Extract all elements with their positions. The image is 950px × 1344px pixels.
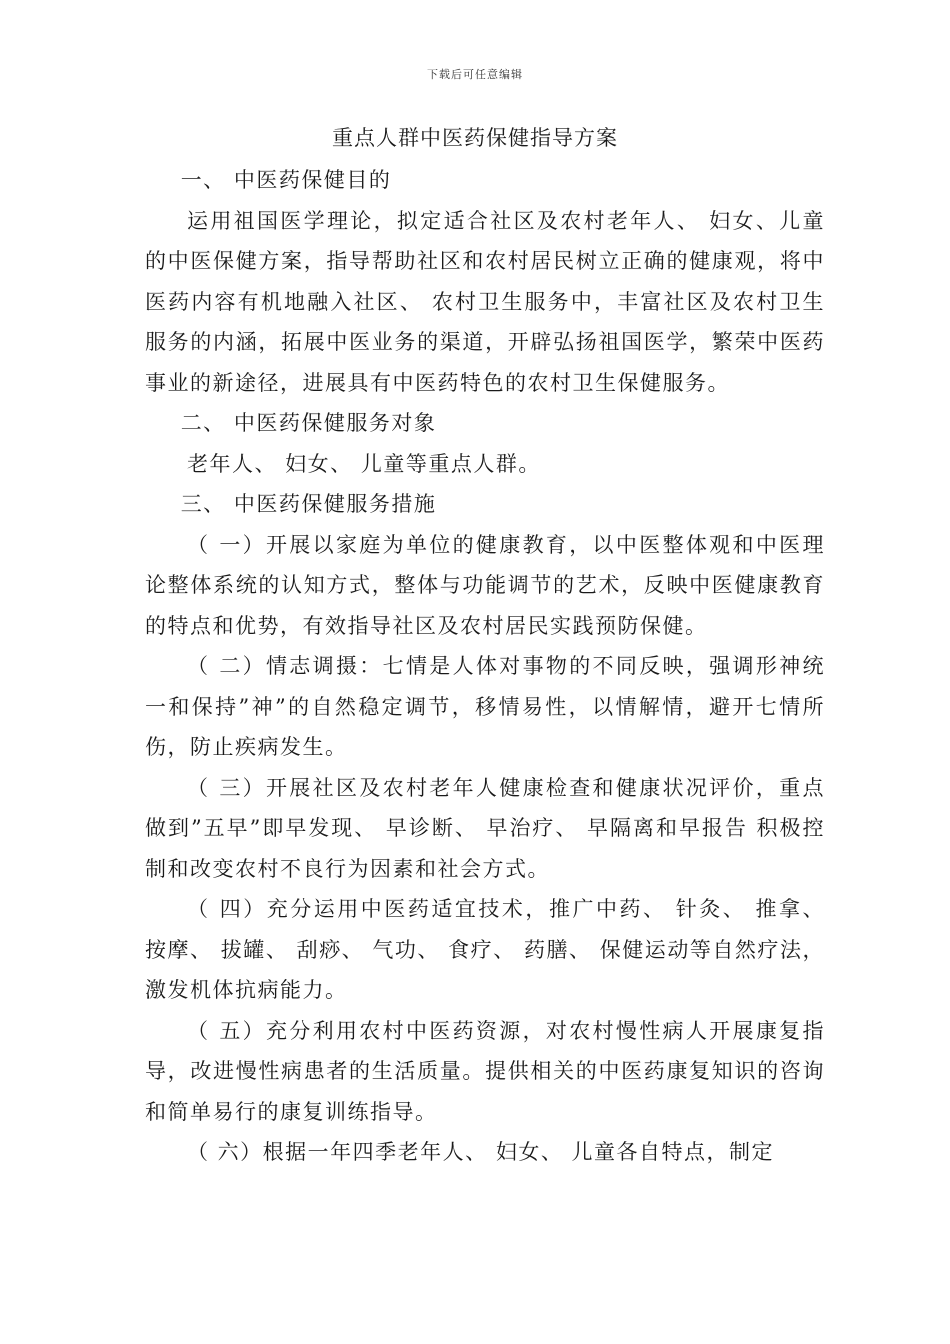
paragraph-targets: 老年人、 妇女、 儿童等重点人群。	[187, 451, 541, 476]
header-note: 下载后可任意编辑	[427, 68, 523, 81]
document-body	[145, 160, 825, 1173]
section-heading-2: 二、 中医药保健服务对象	[180, 411, 437, 435]
paragraph-measure-4: （ 四）充分运用中医药适宜技术，推广中药、 针灸、 推拿、 按摩、 拔罐、 刮痧、 气功、 食疗、 药膳、 保健运动等自然疗法，激发机体抗病能力。	[145, 897, 825, 1002]
paragraph-purpose: 运用祖国医学理论，拟定适合社区及农村老年人、 妇女、儿童的中医保健方案，指导帮助社区和农村居民树立正确的健康观，将中医药内容有机地融入社区、 农村卫生服务中，丰富社区及农村卫生服务的内涵，拓展中医业务的渠道，开辟弘扬祖国医学，繁荣中医药事业的新途径，进展具有中医药特色的农村卫生保健服务。	[145, 208, 825, 395]
paragraph-measure-1: （ 一）开展以家庭为单位的健康教育，以中医整体观和中医理论整体系统的认知方式，整体与功能调节的艺术，反映中医健康教育的特点和优势，有效指导社区及农村居民实践预防保健。	[145, 532, 825, 638]
section-heading-3: 三、 中医药保健服务措施	[180, 492, 437, 516]
paragraph-measure-3: （ 三）开展社区及农村老年人健康检查和健康状况评价，重点做到”五早”即早发现、 早诊断、 早治疗、 早隔离和早报告 积极控制和改变农村不良行为因素和社会方式。	[145, 775, 825, 881]
paragraph-measure-6: （ 六）根据一年四季老年人、 妇女、 儿童各自特点，制定	[187, 1140, 775, 1164]
document-title: 重点人群中医药保健指导方案	[332, 126, 618, 150]
paragraph-measure-2: （ 二）情志调摄：七情是人体对事物的不同反映，强调形神统一和保持”神”的自然稳定调节，移情易性，以情解情，避开七情所伤，防止疾病发生。	[145, 654, 825, 759]
paragraph-measure-5: （ 五）充分利用农村中医药资源，对农村慢性病人开展康复指导，改进慢性病患者的生活质量。提供相关的中医药康复知识的咨询和简单易行的康复训练指导。	[145, 1018, 825, 1124]
section-heading-1: 一、 中医药保健目的	[180, 168, 392, 192]
